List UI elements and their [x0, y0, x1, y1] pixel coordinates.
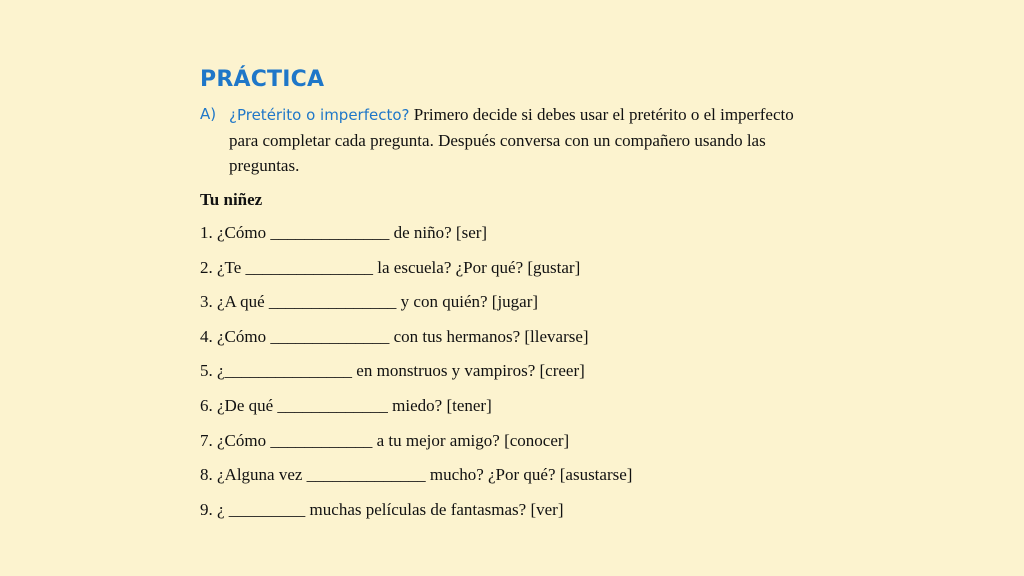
- instruction-text: Primero decide si debes usar el pretérito o el imperfecto para completar cada pregunta. Después conversa con un compañero usando las preguntas.: [229, 105, 794, 175]
- question-item: 1. ¿Cómo ______________ de niño? [ser]: [200, 223, 488, 242]
- instruction-paragraph: [200, 102, 820, 178]
- question-item: 7. ¿Cómo ____________ a tu mejor amigo? [conocer]: [200, 430, 570, 450]
- question-item: 4. ¿Cómo ______________ con tus hermanos? [llevarse]: [200, 326, 589, 346]
- section-heading: Tu niñez: [200, 190, 263, 209]
- question-item: 3. ¿A qué _______________ y con quién? [jugar]: [200, 292, 539, 312]
- question-list: [200, 216, 820, 527]
- slide-title: PRÁCTICA: [200, 67, 325, 92]
- question-item: 6. ¿De qué _____________ miedo? [tener]: [200, 395, 492, 415]
- question-item: 8. ¿Alguna vez ______________ mucho? ¿Por qué? [asustarse]: [200, 465, 633, 485]
- instruction-marker: A): [200, 105, 217, 123]
- question-item: 2. ¿Te _______________ la escuela? ¿Por qué? [gustar]: [200, 257, 581, 277]
- question-item: 9. ¿ _________ muchas películas de fantasmas? [ver]: [200, 499, 564, 519]
- slide-content: [200, 62, 820, 527]
- instruction-lead: ¿Pretérito o imperfecto?: [229, 106, 410, 124]
- question-item: 5. ¿_______________ en monstruos y vampiros? [creer]: [200, 361, 585, 381]
